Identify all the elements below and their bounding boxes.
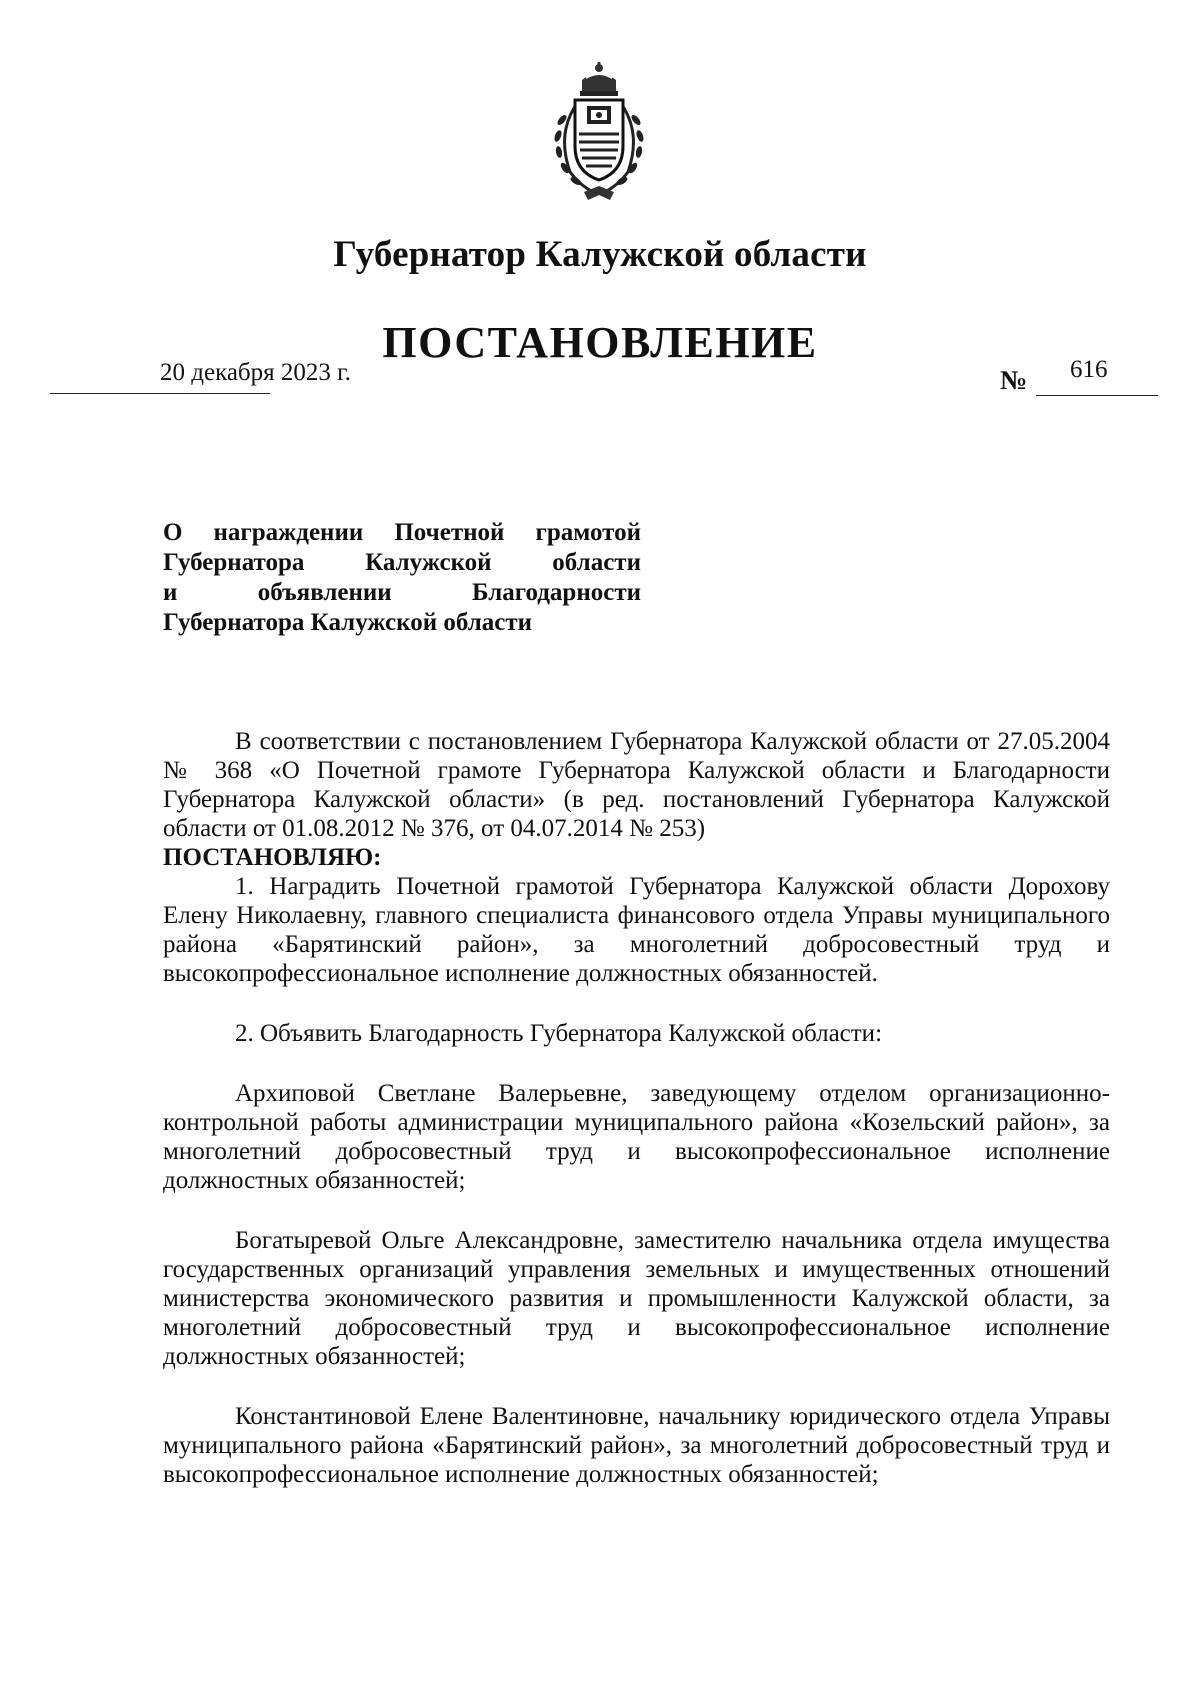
coat-of-arms-icon	[548, 62, 650, 202]
item-1-paragraph: 1. Наградить Почетной грамотой Губернатора Калужской области Дорохову Елену Николаевну, главного специалиста финансового отдела Управы муниципального района «Барятинский район», за многолетний добросовестный труд и высокопрофессиональное исполнение должностных обязанностей.	[163, 873, 1110, 987]
document-subject	[163, 518, 641, 638]
document-number: 616	[1070, 356, 1108, 383]
document-date: 20 декабря 2023 г.	[160, 359, 351, 386]
subject-line: О награждении Почетной грамотой	[163, 519, 641, 546]
awardee-paragraph: Архиповой Светлане Валерьевне, заведующему отделом организационно-контрольной работы администрации муниципального района «Козельский район», за многолетний добросовестный труд и высокопрофессиональное исполнение должностных обязанностей;	[163, 1080, 1110, 1194]
awardee-paragraph: Константиновой Елене Валентиновне, начальнику юридического отдела Управы муниципального района «Барятинский район», за многолетний добросовестный труд и высокопрофессиональное исполнение должностных обязанностей;	[163, 1403, 1110, 1488]
document-body	[163, 727, 1110, 1489]
number-label: №	[1000, 365, 1028, 395]
awardee-paragraph: Богатыревой Ольге Александровне, заместителю начальника отдела имущества государственных организаций управления земельных и имущественных отношений министерства экономического развития и промышленности Калужской области, за многолетний добросовестный труд и высокопрофессиональное исполнение должностных обязанностей;	[163, 1227, 1110, 1370]
number-field	[1036, 356, 1158, 396]
date-field	[50, 359, 351, 394]
subject-line: и объявлении Благодарности	[163, 579, 641, 606]
issuing-authority: Губернатор Калужской области	[333, 234, 867, 275]
ordain-heading: ПОСТАНОВЛЯЮ:	[163, 844, 382, 871]
item-2-intro: 2. Объявить Благодарность Губернатора Калужской области:	[235, 1020, 883, 1047]
subject-line: Губернатора Калужской области	[163, 549, 641, 576]
preamble-paragraph: В соответствии с постановлением Губернатора Калужской области от 27.05.2004 № 368 «О Почетной грамоте Губернатора Калужской области и Благодарности Губернатора Калужской области» (в ред. постановлений Губернатора Калужской области от 01.08.2012 № 376, от 04.07.2014 № 253)	[163, 728, 1110, 842]
subject-line: Губернатора Калужской области	[163, 609, 533, 636]
document-type-title: ПОСТАНОВЛЕНИЕ	[382, 318, 818, 367]
